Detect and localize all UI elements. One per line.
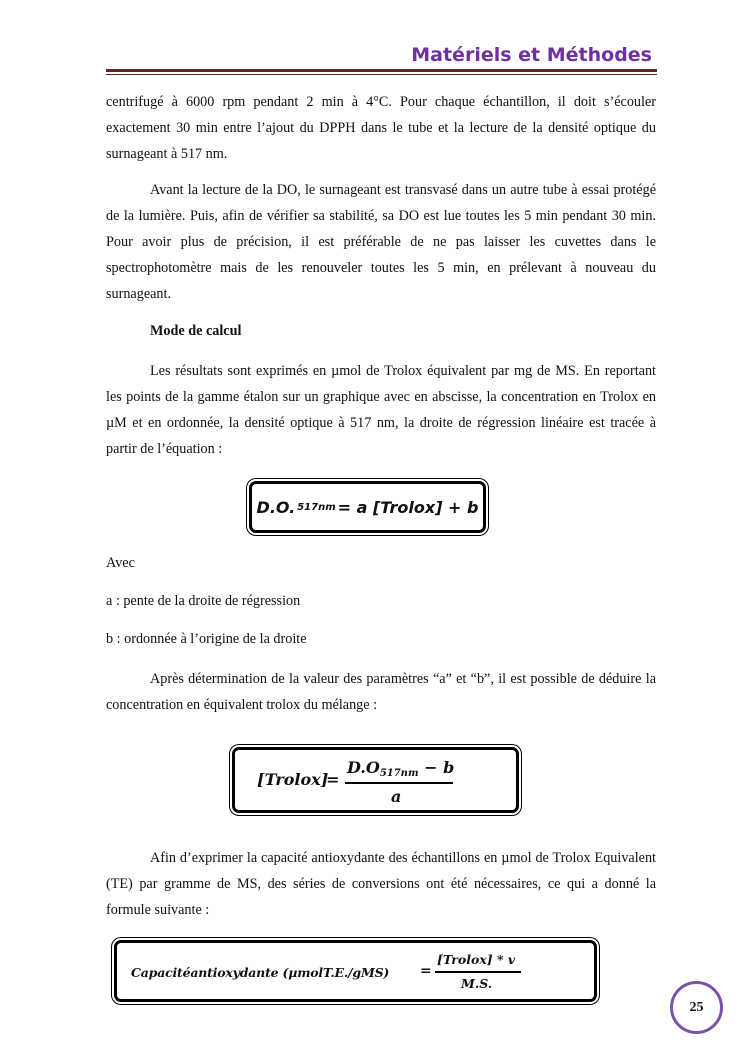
eq2-numerator-main: D.O: [347, 758, 380, 777]
avec-label: Avec: [106, 555, 135, 571]
eq3-equals: =: [420, 963, 432, 979]
eq2-numerator-rest: − b: [418, 758, 455, 777]
eq1-subscript: 517nm: [297, 501, 336, 513]
paragraph-4: Après détermination de la valeur des paramètres “a” et “b”, il est possible de déduire la concentration en équivalent trolox du mélange :: [106, 671, 656, 713]
definition-b: b : ordonnée à l’origine de la droite: [106, 631, 307, 647]
eq2-lhs: [Trolox]: [257, 770, 329, 789]
paragraph-3: Les résultats sont exprimés en µmol de Trolox équivalent par mg de MS. En reportant les points de la gamme étalon sur un graphique avec en abscisse, la concentration en Trolox en µM et en ordonnée, la densité optique à 517 nm, la droite de régression linéaire est tracée à partir de l’équation :: [106, 363, 656, 457]
eq2-denominator: a: [391, 787, 402, 806]
header-rule-thick: [106, 69, 657, 72]
eq2-equals: =: [326, 770, 340, 789]
eq2-fraction-bar: [345, 782, 453, 784]
eq3-lhs: Capacitéantioxydante (µmolT.E./gMS): [131, 965, 390, 980]
equation-antioxidant-capacity: [114, 940, 597, 1002]
paragraph-2: Avant la lecture de la DO, le surnageant est transvasé dans un autre tube à essai protégé de la lumière. Puis, afin de vérifier sa stabilité, sa DO est lue toutes les 5 min pendant 30 min. Pour avoir plus de précision, il est préférable de ne pas laisser les cuvettes dans le spectrophotomètre mais de les renouveler toutes les 5 min, en prélevant à nouveau du surnageant.: [106, 182, 656, 302]
eq1-rhs: = a [Trolox] + b: [337, 497, 479, 517]
page-number: 25: [689, 999, 704, 1015]
eq3-fraction-bar: [435, 971, 521, 973]
eq1-lhs: D.O.: [256, 497, 296, 517]
section-heading: Mode de calcul: [150, 323, 242, 339]
eq2-numerator: [347, 758, 454, 779]
paragraph-5: Afin d’exprimer la capacité antioxydante des échantillons en µmol de Trolox Equivalent (TE) par gramme de MS, des séries de conversions ont été nécessaires, ce qui a donné la formule suivante :: [106, 850, 656, 918]
page-number-badge: [670, 981, 723, 1034]
equation-regression: [249, 481, 486, 533]
eq2-numerator-sub: 517nm: [379, 768, 419, 779]
paragraph-1: centrifugé à 6000 rpm pendant 2 min à 4°C. Pour chaque échantillon, il doit s’écouler exactement 30 min entre l’ajout du DPPH dans le tube et la lecture de la densité optique du surnageant à 517 nm.: [106, 94, 656, 162]
equation-trolox: [232, 747, 519, 813]
page-header-title: Matériels et Méthodes: [411, 44, 652, 66]
definition-a: a : pente de la droite de régression: [106, 593, 301, 609]
header-rule-thin: [106, 74, 657, 75]
eq3-numerator: [Trolox] * v: [437, 952, 516, 967]
eq3-denominator: M.S.: [461, 976, 493, 991]
